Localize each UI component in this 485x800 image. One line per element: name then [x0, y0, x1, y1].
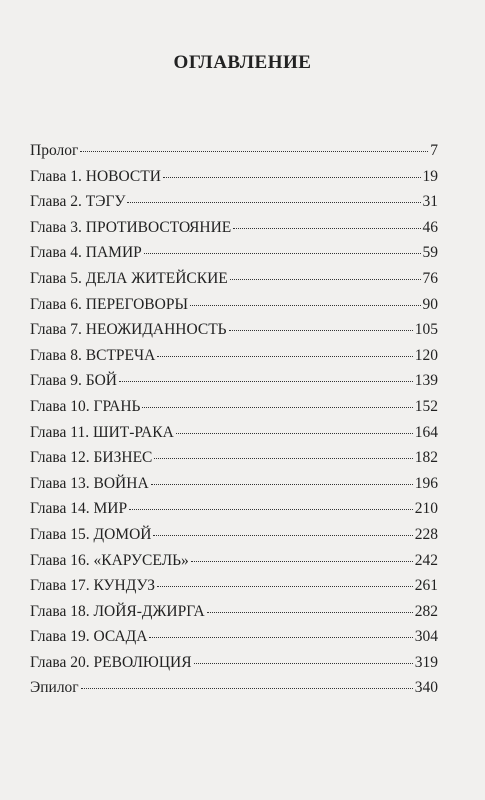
toc-entry-page: 228	[414, 525, 438, 543]
toc-entry-label: Пролог	[30, 142, 79, 159]
toc-entry	[30, 164, 438, 190]
toc-entry	[30, 650, 438, 676]
toc-entry-label: Глава 19. ОСАДА	[30, 628, 148, 646]
dot-leader	[154, 458, 412, 459]
toc-entry	[30, 496, 438, 522]
dot-leader	[153, 535, 412, 536]
toc-entry-page: 182	[414, 449, 438, 467]
dot-leader	[157, 356, 412, 357]
toc-entry-label: Глава 20. РЕВОЛЮЦИЯ	[30, 653, 192, 671]
dot-leader	[194, 663, 413, 664]
toc-entry-label: Глава 6. ПЕРЕГОВОРЫ	[30, 295, 188, 313]
dot-leader	[207, 612, 413, 613]
toc-entry	[30, 138, 438, 164]
toc-entry-label: Глава 10. ГРАНЬ	[30, 397, 141, 415]
toc-entry-page: 7	[430, 142, 438, 159]
toc-entry-label: Эпилог	[30, 679, 79, 697]
toc-entry	[30, 266, 438, 292]
toc-entry-page: 46	[422, 218, 438, 236]
toc-entry-page: 152	[414, 397, 438, 415]
toc-entry-page: 76	[422, 269, 438, 287]
dot-leader	[230, 279, 421, 280]
toc-entry-label: Глава 13. ВОЙНА	[30, 474, 149, 492]
toc-entry-label: Глава 5. ДЕЛА ЖИТЕЙСКИЕ	[30, 269, 228, 287]
dot-leader	[176, 433, 413, 434]
dot-leader	[80, 151, 428, 152]
dot-leader	[163, 177, 421, 178]
page-title: ОГЛАВЛЕНИЕ	[173, 52, 312, 73]
toc-entry-label: Глава 15. ДОМОЙ	[30, 525, 152, 543]
toc-entry-page: 105	[414, 321, 438, 339]
toc-entry	[30, 445, 438, 471]
dot-leader	[81, 688, 413, 689]
toc-entry-label: Глава 12. БИЗНЕС	[30, 449, 153, 467]
toc-entry	[30, 343, 438, 369]
toc-entry-label: Глава 18. ЛОЙЯ-ДЖИРГА	[30, 602, 205, 620]
toc-entry-label: Глава 11. ШИТ-РАКА	[30, 423, 174, 441]
toc-entry-page: 139	[414, 372, 438, 390]
toc-entry-page: 164	[414, 423, 438, 441]
dot-leader	[229, 330, 413, 331]
toc-entry-page: 304	[414, 628, 438, 646]
toc-entry-page: 90	[422, 295, 438, 313]
toc-entry	[30, 599, 438, 625]
dot-leader	[144, 253, 421, 254]
toc-entry	[30, 548, 438, 574]
toc-entry-label: Глава 14. МИР	[30, 500, 128, 518]
toc-entry-page: 340	[414, 679, 438, 697]
toc-entry-page: 19	[422, 167, 438, 185]
table-of-contents	[30, 138, 438, 701]
toc-entry	[30, 292, 438, 318]
toc-entry-page: 31	[422, 193, 438, 211]
dot-leader	[191, 561, 413, 562]
toc-entry-label: Глава 17. КУНДУЗ	[30, 577, 156, 595]
toc-entry-page: 210	[414, 500, 438, 518]
toc-entry-label: Глава 16. «КАРУСЕЛЬ»	[30, 551, 189, 569]
toc-entry	[30, 368, 438, 394]
toc-entry-page: 319	[414, 653, 438, 671]
dot-leader	[149, 637, 412, 638]
dot-leader	[233, 228, 420, 229]
toc-entry	[30, 317, 438, 343]
toc-entry-label: Глава 7. НЕОЖИДАННОСТЬ	[30, 321, 227, 339]
toc-entry	[30, 420, 438, 446]
toc-entry-page: 261	[414, 577, 438, 595]
toc-entry-page: 242	[414, 551, 438, 569]
toc-entry-label: Глава 4. ПАМИР	[30, 244, 142, 262]
toc-entry	[30, 240, 438, 266]
dot-leader	[157, 586, 413, 587]
toc-entry	[30, 522, 438, 548]
toc-entry-label: Глава 9. БОЙ	[30, 372, 117, 390]
dot-leader	[119, 381, 413, 382]
toc-entry-page: 59	[422, 244, 438, 262]
toc-entry-label: Глава 2. ТЭГУ	[30, 193, 126, 211]
toc-entry-label: Глава 1. НОВОСТИ	[30, 167, 161, 185]
dot-leader	[127, 202, 420, 203]
toc-entry-page: 196	[414, 474, 438, 492]
toc-entry	[30, 624, 438, 650]
toc-entry-page: 282	[414, 602, 438, 620]
dot-leader	[151, 484, 413, 485]
toc-entry	[30, 215, 438, 241]
toc-entry	[30, 573, 438, 599]
toc-entry-page: 120	[414, 346, 438, 364]
toc-entry-label: Глава 3. ПРОТИВОСТОЯНИЕ	[30, 218, 232, 236]
toc-entry	[30, 675, 438, 701]
toc-entry	[30, 394, 438, 420]
toc-entry	[30, 189, 438, 215]
dot-leader	[142, 407, 412, 408]
toc-entry-label: Глава 8. ВСТРЕЧА	[30, 346, 156, 364]
dot-leader	[129, 509, 413, 510]
dot-leader	[190, 305, 421, 306]
toc-entry	[30, 471, 438, 497]
